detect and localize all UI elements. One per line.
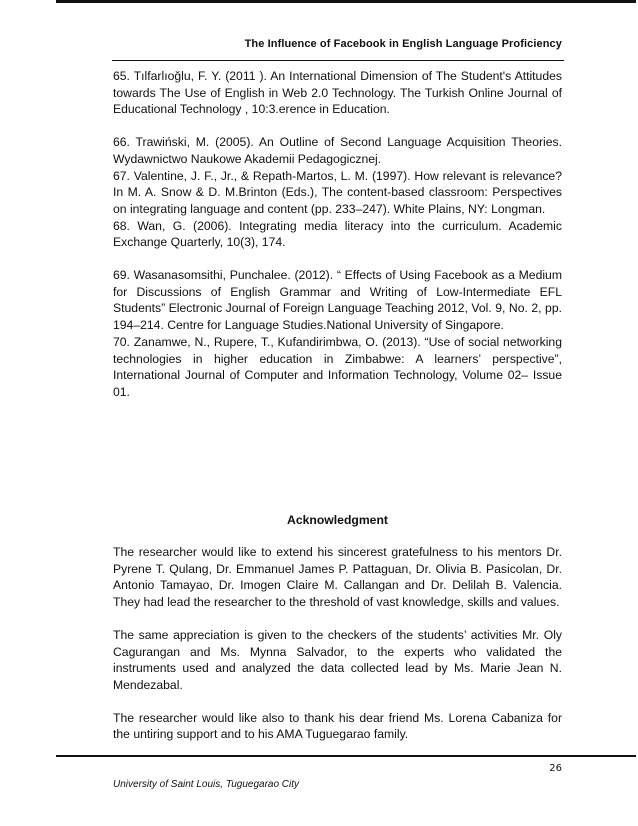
acknowledgment-paragraph: The researcher would like to extend his sincerest gratefulness to his mentors Dr. Pyrene T. Qulang, Dr. Emmanuel James P. Pattaguan, Dr. Olivia B. Pasicolan, Dr. Antonio Tamayao, Dr. Imogen Claire M. Callangan and Dr. Delilah B. Valencia. They had lead the researcher to the threshold of vast knowledge, skills and values. xyxy=(113,545,562,610)
footer-institution: University of Saint Louis, Tuguegarao City xyxy=(113,779,300,790)
paragraph-gap xyxy=(113,118,562,134)
reference-entry: 68. Wan, G. (2006). Integrating media literacy into the curriculum. Academic Exchange Quarterly, 10(3), 174. xyxy=(113,218,562,250)
reference-entry: 65. Tılfarlıoğlu, F. Y. (2011 ). An International Dimension of The Student's Attitudes towards The Use of English in Web 2.0 Technology. The Turkish Online Journal of Educational Technology , 10:3.erence in Education. xyxy=(113,69,562,117)
reference-entry: 67. Valentine, J. F., Jr., & Repath-Martos, L. M. (1997). How relevant is relevance? In M. A. Snow & D. M.Brinton (Eds.), The content-based classroom: Perspectives on integrating language and content (pp. 233–247). White Plains, NY: Longman. xyxy=(113,168,562,216)
running-header: The Influence of Facebook in English Language Proficiency xyxy=(244,38,562,50)
reference-entry: 69. Wasanasomsithi, Punchalee. (2012). “ Effects of Using Facebook as a Medium for Discussions of English Grammar and Writing of Low-Intermediate EFL Students” Electronic Journal of Foreign Language Teaching 2012, Vol. 9, No. 2, pp. 194–214. Centre for Language Studies.National University of Singapore. xyxy=(113,268,562,333)
references-list xyxy=(113,68,562,401)
header-rule xyxy=(112,60,564,61)
acknowledgment-paragraph: The same appreciation is given to the checkers of the students’ activities Mr. Oly Cagurangan and Ms. Mynna Salvador, to the experts who validated the instruments used and analyzed the data collected lead by Ms. Marie Jean N. Mendezabal. xyxy=(113,627,562,692)
reference-entry: 66. Trawiński, M. (2005). An Outline of Second Language Acquisition Theories. Wydawnictwo Naukowe Akademii Pedagogicznej. xyxy=(113,135,562,166)
page-number: 26 xyxy=(549,763,562,774)
acknowledgment-body xyxy=(113,544,562,759)
paragraph-gap xyxy=(113,251,562,267)
acknowledgment-paragraph: The researcher would like also to thank his dear friend Ms. Lorena Cabaniza for the untiring support and to his AMA Tuguegarao family. xyxy=(113,710,562,742)
acknowledgment-heading: Acknowledgment xyxy=(287,513,388,527)
top-border-rule xyxy=(56,0,636,3)
footer-rule xyxy=(56,755,636,757)
reference-entry: 70. Zanamwe, N., Rupere, T., Kufandirimbwa, O. (2013). “Use of social networking technologies in higher education in Zimbabwe: A learners’ perspective”, International Journal of Computer and Information Technology, Volume 02– Issue 01. xyxy=(113,334,562,399)
